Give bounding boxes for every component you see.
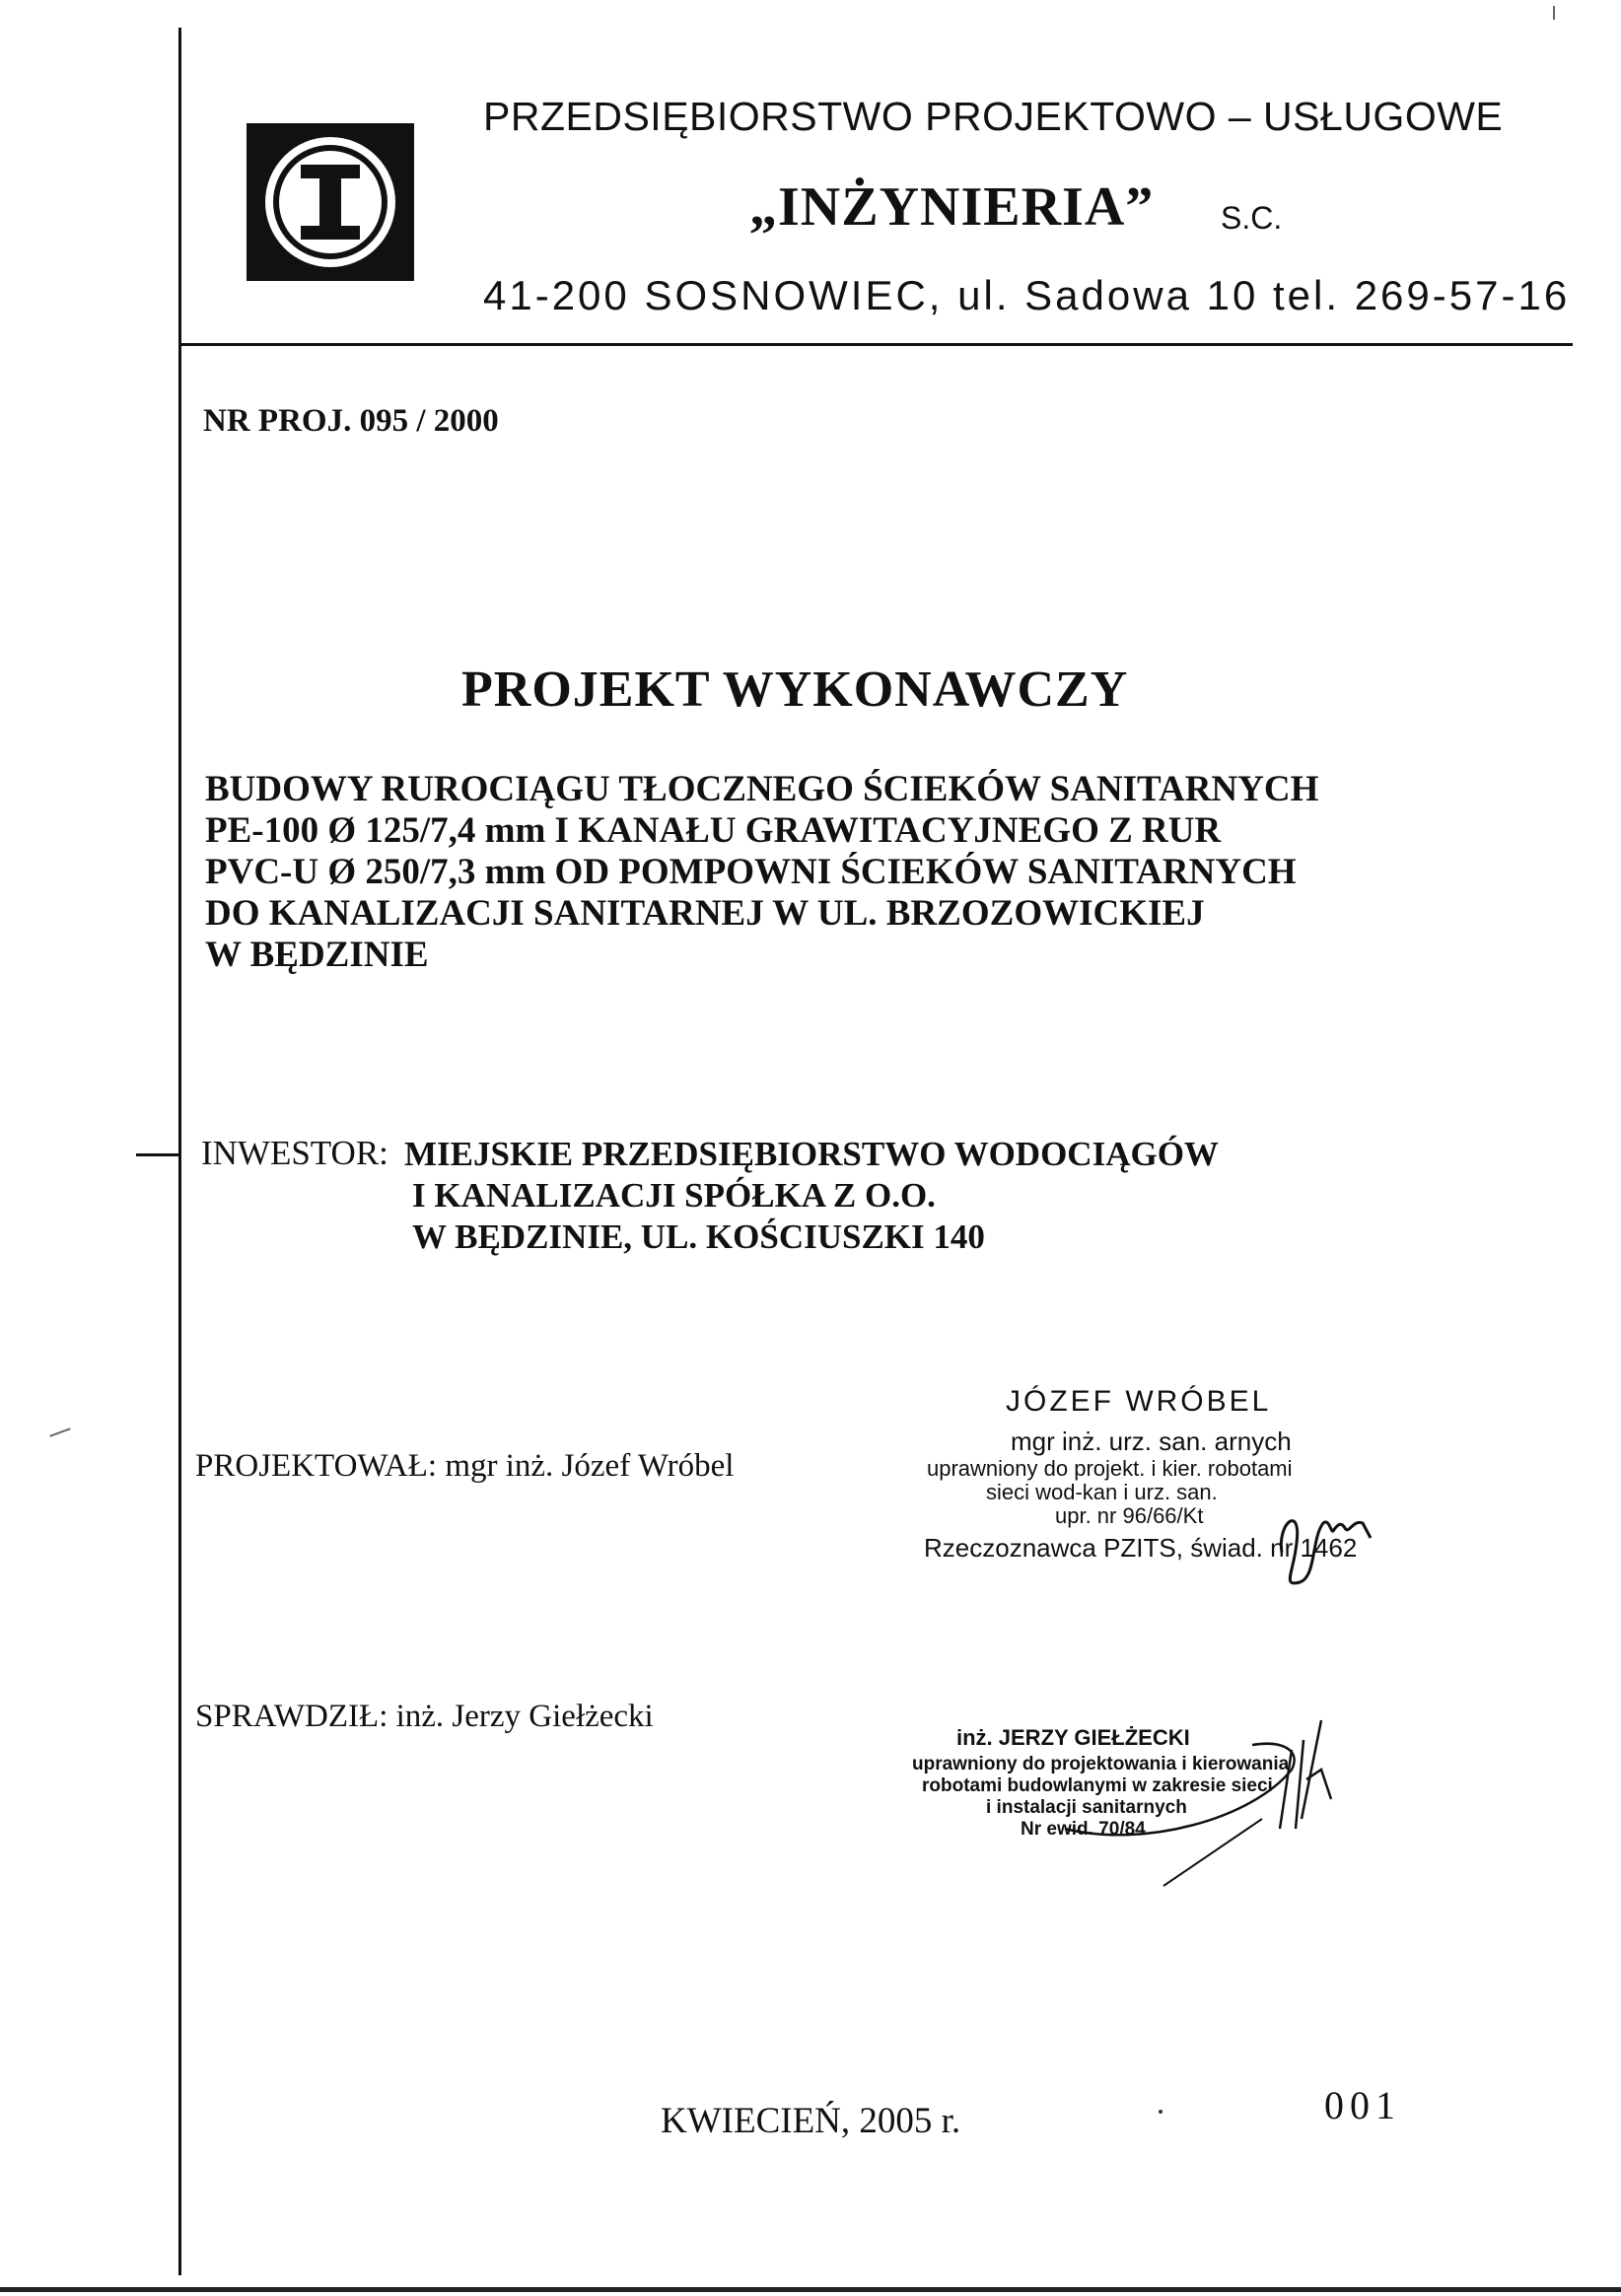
designer-signature [1272, 1484, 1380, 1592]
company-address: 41-200 SOSNOWIEC, ul. Sadowa 10 tel. 269-57-16 [483, 272, 1571, 318]
investor-line: W BĘDZINIE, UL. KOŚCIUSZKI 140 [412, 1218, 985, 1256]
checker-name: inż. Jerzy Giełżecki [395, 1699, 654, 1734]
stamp-line: Rzeczoznawca PZITS, świad. nr 1462 [924, 1533, 1358, 1563]
company-logo-icon [247, 123, 414, 281]
project-description [205, 769, 1318, 976]
designer-stamp [907, 1385, 1400, 1582]
project-number: NR PROJ. 095 / 2000 [203, 403, 499, 439]
stamp-line: i instalacji sanitarnych [986, 1797, 1187, 1818]
bottom-rule [0, 2287, 1621, 2292]
stamp-line: mgr inż. urz. san. arnych [1011, 1426, 1292, 1456]
description-line: BUDOWY RUROCIĄGU TŁOCZNEGO ŚCIEKÓW SANITARNYCH [205, 769, 1319, 809]
stamp-line: uprawniony do projekt. i kier. robotami [927, 1456, 1293, 1481]
designer-name: mgr inż. Józef Wróbel [445, 1448, 735, 1484]
investor-label: INWESTOR: [201, 1134, 388, 1172]
stamp-line: uprawniony do projektowania i kierowania [912, 1754, 1290, 1774]
description-line: PVC-U Ø 250/7,3 mm OD POMPOWNI ŚCIEKÓW SANITARNYCH [205, 852, 1297, 892]
investor-details [404, 1134, 1219, 1258]
document-date: KWIECIEŃ, 2005 r. [661, 2101, 961, 2141]
stamp-line: upr. nr 96/66/Kt [1055, 1503, 1204, 1528]
page-number: 001 [1324, 2083, 1401, 2127]
stamp-name: JÓZEF WRÓBEL [1006, 1385, 1272, 1418]
investor-line: I KANALIZACJI SPÓŁKA Z O.O. [412, 1176, 936, 1215]
stamp-line: Nr ewid. 70/84 [1021, 1819, 1146, 1840]
description-line: PE-100 Ø 125/7,4 mm I KANAŁU GRAWITACYJNEGO Z RUR [205, 810, 1222, 851]
stamp-line: robotami budowlanymi w zakresie sieci [922, 1775, 1273, 1796]
margin-tick [136, 1153, 180, 1156]
company-name: „INŻYNIERIA” [749, 176, 1155, 238]
designer-label: PROJEKTOWAŁ: [195, 1448, 438, 1484]
document-title: PROJEKT WYKONAWCZY [461, 661, 1129, 718]
investor-line: MIEJSKIE PRZEDSIĘBIORSTWO WODOCIĄGÓW [404, 1135, 1219, 1173]
checker-entry [195, 1699, 654, 1735]
description-line: DO KANALIZACJI SANITARNEJ W UL. BRZOZOWICKIEJ [205, 893, 1205, 934]
company-suffix: S.C. [1221, 200, 1283, 236]
scan-dot [1159, 2110, 1163, 2114]
stamp-line: inż. JERZY GIEŁŻECKI [956, 1725, 1190, 1750]
checker-label: SPRAWDZIŁ: [195, 1699, 388, 1734]
designer-entry [195, 1448, 734, 1485]
checker-signature [1025, 1710, 1351, 1888]
header-rule [178, 343, 1573, 346]
margin-rule-vertical [178, 28, 181, 2275]
scan-speck [1553, 6, 1555, 20]
description-line: W BĘDZINIE [205, 935, 429, 975]
checker-stamp [887, 1710, 1351, 1888]
scan-speck [49, 1427, 70, 1436]
stamp-line: sieci wod-kan i urz. san. [986, 1480, 1218, 1504]
company-type: PRZEDSIĘBIORSTWO PROJEKTOWO – USŁUGOWE [483, 94, 1504, 139]
